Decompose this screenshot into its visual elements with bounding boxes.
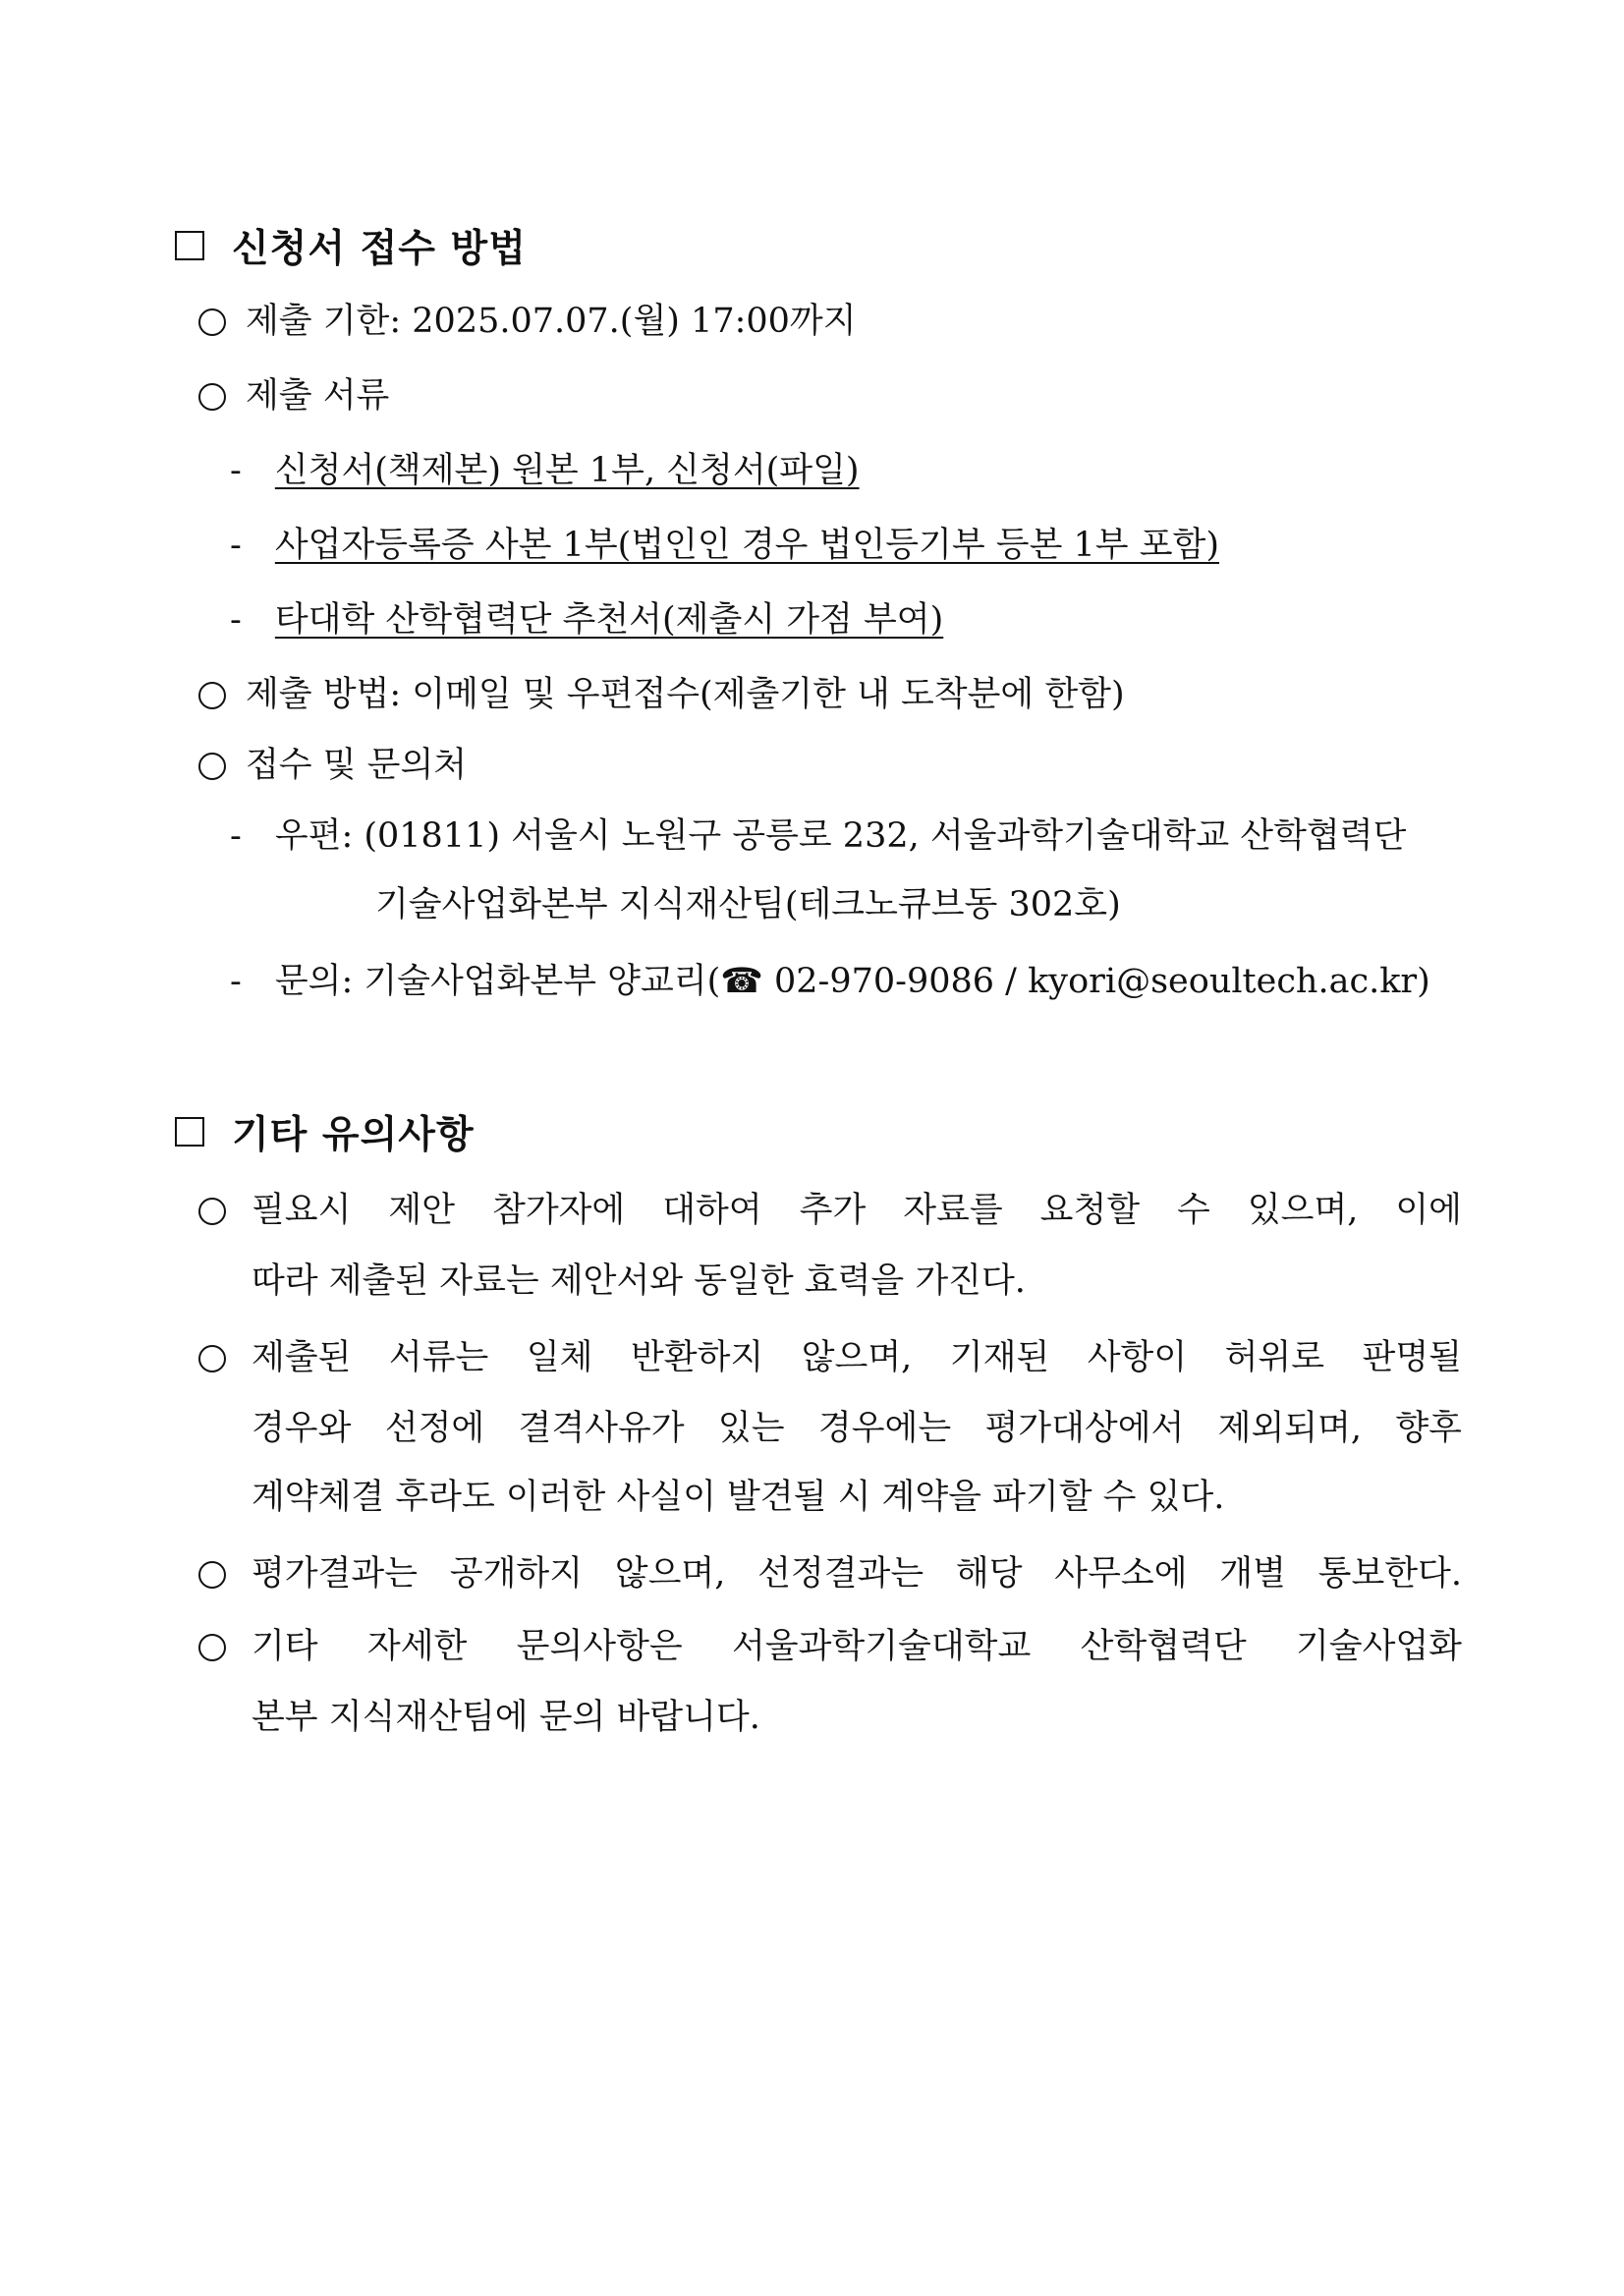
square-bullet-icon (175, 1117, 204, 1147)
dash-bullet: - (230, 816, 242, 856)
post-address-continuation (375, 883, 1121, 926)
note-bullet (198, 1552, 246, 1596)
inquiry-prefix: 문의: 기술사업화본부 양교리( (274, 962, 721, 1001)
note-text: 제출된 서류는 일체 반환하지 않으며, 기재된 사항이 허위로 판명될 (252, 1338, 1462, 1377)
documents-line (198, 374, 389, 418)
circle-bullet-icon (198, 1198, 226, 1225)
square-bullet-icon (175, 231, 204, 260)
doc-item (230, 449, 860, 492)
doc-item (230, 524, 1219, 567)
inquiry-line (230, 960, 1430, 1003)
dash-bullet: - (230, 600, 242, 640)
note-text: 필요시 제안 참가자에 대하여 추가 자료를 요청할 수 있으며, 이에 (252, 1191, 1462, 1230)
circle-bullet-icon (198, 682, 226, 709)
phone-icon: ☎ (720, 962, 763, 1001)
doc-item-text: 사업자등록증 사본 1부(법인인 경우 법인등기부 등본 1부 포함) (274, 526, 1219, 565)
circle-bullet-icon (198, 308, 226, 336)
section-title: 신청서 접수 방법 (232, 227, 527, 271)
note-text: 계약체결 후라도 이러한 사실이 발견될 시 계약을 파기할 수 있다. (252, 1478, 1225, 1517)
deadline-text: 제출 기한: 2025.07.07.(월) 17:00까지 (246, 302, 857, 341)
doc-item-text: 신청서(책제본) 원본 1부, 신청서(파일) (274, 451, 860, 490)
note-text: 따라 제출된 자료는 제안서와 동일한 효력을 가진다. (252, 1261, 1026, 1301)
note-text: 평가결과는 공개하지 않으며, 선정결과는 해당 사무소에 개별 통보한다. (252, 1554, 1462, 1594)
note-text: 경우와 선정에 결격사유가 있는 경우에는 평가대상에서 제외되며, 향후 (252, 1409, 1462, 1448)
doc-item (230, 598, 943, 642)
note-bullet (198, 1336, 246, 1379)
section-heading-notes (175, 1104, 475, 1159)
note-bullet (198, 1189, 246, 1232)
circle-bullet-icon (198, 383, 226, 411)
post-address-line (230, 814, 1406, 858)
documents-label: 제출 서류 (246, 376, 390, 416)
doc-item-text: 타대학 산학협력단 추천서(제출시 가점 부여) (274, 600, 944, 640)
deadline-line (198, 300, 857, 343)
contact-line (198, 744, 467, 787)
dash-bullet: - (230, 451, 242, 490)
circle-bullet-icon (198, 1345, 226, 1372)
method-text: 제출 방법: 이메일 및 우편접수(제출기한 내 도착분에 한함) (246, 675, 1125, 714)
section-title: 기타 유의사항 (232, 1113, 475, 1157)
method-line (198, 673, 1125, 716)
circle-bullet-icon (198, 753, 226, 780)
dash-bullet: - (230, 526, 242, 565)
dash-bullet: - (230, 962, 242, 1001)
note-text: 기타 자세한 문의사항은 서울과학기술대학교 산학협력단 기술사업화 (252, 1627, 1462, 1666)
section-heading-application (175, 218, 527, 273)
circle-bullet-icon (198, 1634, 226, 1661)
post-address-text: 우편: (01811) 서울시 노원구 공릉로 232, 서울과학기술대학교 산학협력단 (274, 816, 1407, 856)
note-text: 본부 지식재산팀에 문의 바랍니다. (252, 1698, 760, 1737)
circle-bullet-icon (198, 1561, 226, 1589)
contact-label: 접수 및 문의처 (246, 746, 468, 785)
inquiry-contact: 02-970-9086 / kyori@seoultech.ac.kr) (762, 962, 1430, 1001)
post-address-text-2: 기술사업화본부 지식재산팀(테크노큐브동 302호) (375, 885, 1121, 924)
note-bullet (198, 1625, 246, 1668)
